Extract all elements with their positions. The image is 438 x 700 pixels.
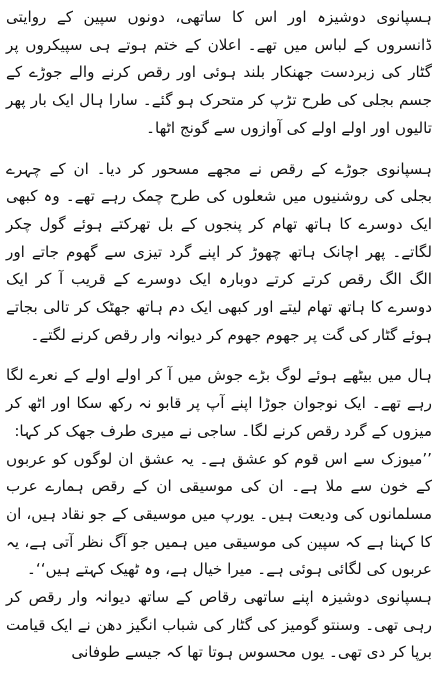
- paragraph-dancers-intro: ہسپانوی دوشیزہ اور اس کا ساتھی، دونوں سپین کے روایتی ڈانسروں کے لباس میں تھے۔ اعلان کے ختم ہوتے ہی سپیکروں پر گٹار کی زبردست جھنکار بلند ہوئی اور رقص کرنے والے جوڑے کے جسم بجلی کی طرح تڑپ کر متحرک ہو گئے۔ سارا ہال ایک بار پھر تالیوں اور اولے اولے کی آوازوں سے گونج اٹھا۔: [6, 8, 432, 137]
- paragraph-quote-music: ’’میوزک سے اس قوم کو عشق ہے۔ یہ عشق ان لوگوں کو عربوں کے خون سے ملا ہے۔ ان کی موسیقی ان کے رقص ہمارے عرب مسلمانوں کی ودیعت ہیں۔ یورپ میں موسیقی کے جو نقاد ہیں، ان کا کہنا ہے کہ سپین کی موسیقی میں ہمیں جو آگ نظر آتی ہے، یہ عربوں کی لگائی ہوئی ہے۔ میرا خیال ہے، وہ ٹھیک کہتے ہیں‘‘۔: [6, 449, 432, 579]
- paragraph-gap: [6, 349, 432, 362]
- paragraph-gap: [6, 143, 432, 156]
- paragraph-hall-crowd: ہال میں بیٹھے ہوئے لوگ بڑے جوش میں آ کر اولے اولے کے نعرے لگا رہے تھے۔ ایک نوجوان جوڑا اپنے آپ پر قابو نہ رکھ سکا اور اٹھ کر میزوں کے گرد رقص کرنے لگا۔ ساجی نے میری طرف جھک کر کہا:: [6, 366, 432, 440]
- paragraph-couple-dance: ہسپانوی جوڑے کے رقص نے مجھے مسحور کر دیا۔ ان کے چہرے بجلی کی روشنیوں میں شعلوں کی طرح چمک رہے تھے۔ وہ کبھی ایک دوسرے کا ہاتھ تھام کر پنجوں کے بل تھرکتے ہوئے گول چکر لگاتے۔ پھر اچانک ہاتھ چھوڑ کر اپنے گرد تیزی سے گھوم جاتے اور الگ الگ رقص کرتے کرتے دوبارہ ایک دوسرے کے قریب آ کر ایک دوسرے کا ہاتھ تھام لیتے اور کبھی ایک دم ہاتھ جھٹک کر تالی بجاتے ہوئے گٹار کی گت پر جھوم جھوم کر دیوانہ وار رقص کرنے لگتے۔: [6, 159, 432, 344]
- paragraph-closing: ہسپانوی دوشیزہ اپنے ساتھی رقاص کے ساتھ دیوانہ وار رقص کر رہی تھی۔ وسنتو گومیز کی گٹار کی شباب انگیز دھن نے ایک قیامت برپا کر دی تھی۔ یوں محسوس ہوتا تھا کہ جیسے طوفانی: [6, 588, 432, 662]
